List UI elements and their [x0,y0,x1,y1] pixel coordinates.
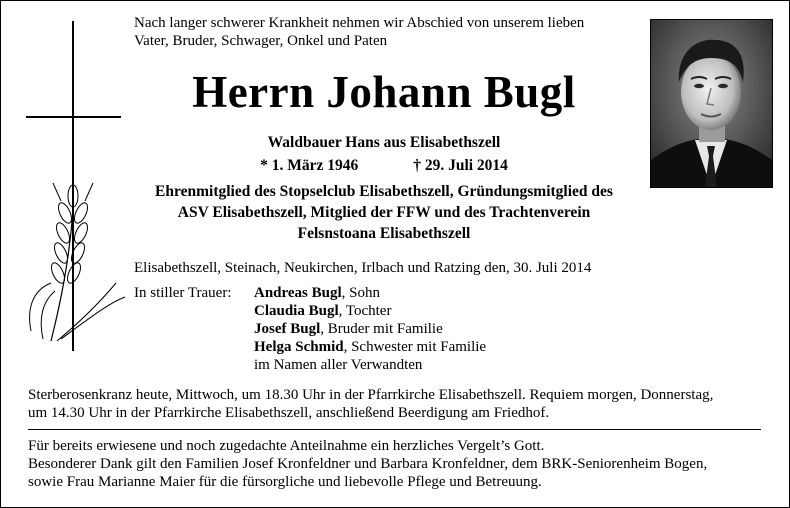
mourning-closing: im Namen aller Verwandten [254,357,423,373]
portrait-illustration [651,20,772,187]
mourner-relation: , Schwester mit Familie [343,339,487,355]
mourner-entry [254,338,486,356]
honors-line-3: Felsnstoana Elisabethszell [297,225,471,242]
funeral-line-2: um 14.30 Uhr in der Pfarrkirche Elisabethszell, anschließend Beerdigung am Friedhof. [28,405,550,421]
birth-date: * 1. März 1946 [260,157,359,174]
honors-line-1: Ehrenmitglied des Stopselclub Elisabethszell, Gründungsmitglied des [155,183,613,200]
thanks-line-3: sowie Frau Marianne Maier für die fürsorgliche und liebevolle Pflege und Betreuung. [28,474,542,490]
honors-line-2: ASV Elisabethszell, Mitglied der FFW und des Trachtenverein [177,204,591,221]
mourner-relation: , Tochter [338,303,392,319]
intro-line-1: Nach langer schwerer Krankheit nehmen wir Abschied von unserem lieben [134,15,585,31]
mourner-entry [254,302,486,320]
mourner-name: Helga Schmid [254,339,344,355]
intro-line-2: Vater, Bruder, Schwager, Onkel und Paten [134,33,388,49]
portrait-photo [650,19,773,188]
house-name: Waldbauer Hans aus Elisabethszell [267,134,501,151]
mourner-name: Claudia Bugl [254,303,339,319]
thanks-line-2: Besonderer Dank gilt den Familien Josef Kronfeldner und Barbara Kronfeldner, dem BRK-Seniorenheim Bogen, [28,456,708,472]
deceased-name: Herrn Johann Bugl [192,67,576,117]
mourner-entry [254,284,486,302]
mourner-name: Josef Bugl [254,321,321,337]
place-and-date: Elisabethszell, Steinach, Neukirchen, Irlbach und Ratzing den, 30. Juli 2014 [134,260,592,276]
funeral-line-1: Sterberosenkranz heute, Mittwoch, um 18.30 Uhr in der Pfarrkirche Elisabethszell. Requiem morgen, Donnerstag, [28,387,714,403]
intro-text [134,14,634,50]
mourners-list [254,284,486,374]
mourner-entry [254,320,486,338]
mourning-label: In stiller Trauer: [134,285,232,301]
divider [28,429,761,430]
thanks-text [28,437,783,491]
thanks-line-1: Für bereits erwiesene und noch zugedachte Anteilnahme ein herzliches Vergelt’s Gott. [28,438,545,454]
life-dates [134,156,634,176]
funeral-details [28,386,778,422]
mourner-name: Andreas Bugl [254,285,342,301]
death-date: † 29. Juli 2014 [413,157,508,174]
cross-with-wheat-icon [21,21,131,351]
honors-text [129,181,639,244]
mourner-relation: , Sohn [341,285,381,301]
mourner-relation: , Bruder mit Familie [320,321,443,337]
